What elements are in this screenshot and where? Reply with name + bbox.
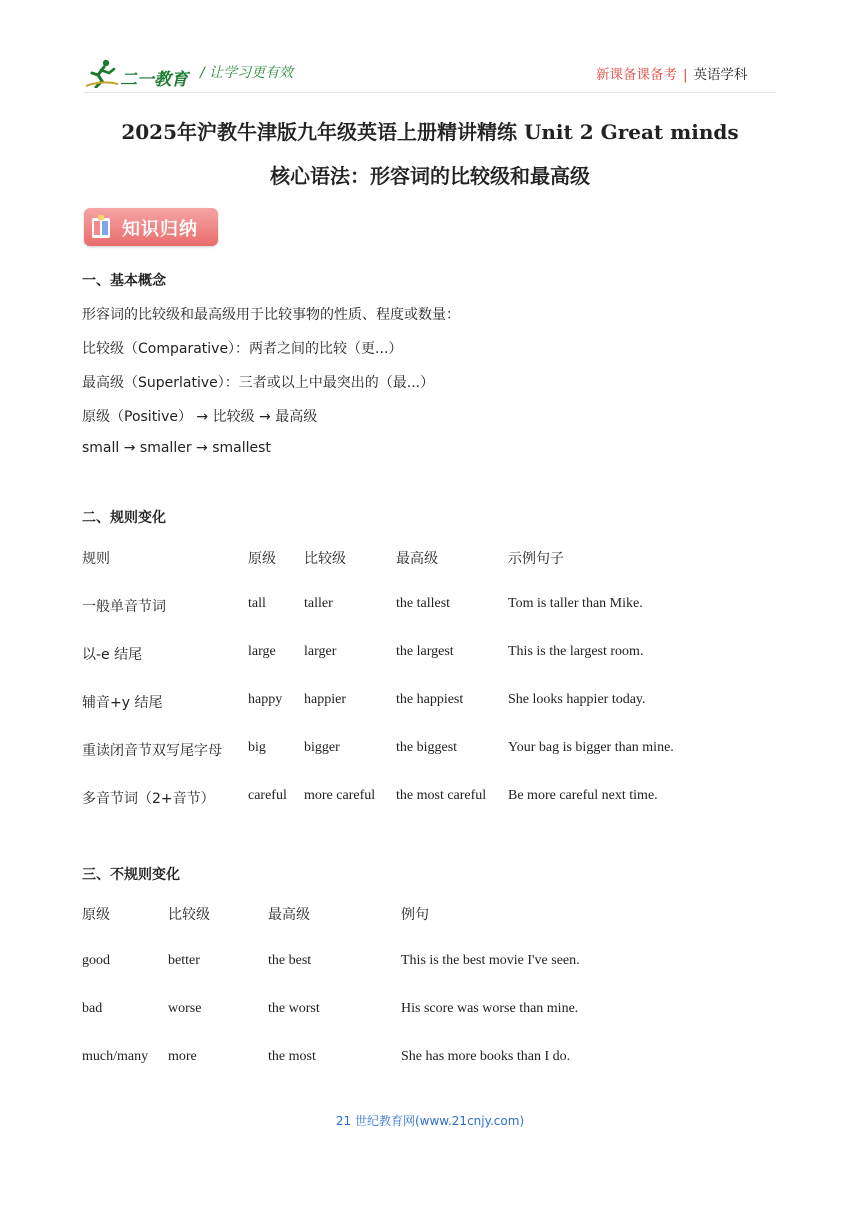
page-header [0,0,860,100]
table-cell: happier [304,692,346,707]
book-icon [90,214,112,240]
table-cell: big [248,740,266,755]
table-cell: the largest [396,644,454,659]
table-cell: His score was worse than mine. [401,1001,579,1016]
table-cell: She looks happier today. [508,692,646,707]
concept-line: 比较级（Comparative）：两者之间的比较（更...） [82,341,403,357]
table-cell: 重读闭音节双写尾字母 [82,743,222,759]
table-cell: 一般单音节词 [82,599,166,615]
page-subtitle: 核心语法：形容词的比较级和最高级 [270,164,590,188]
table-cell: 多音节词（2+音节） [82,791,215,807]
table-cell: much/many [82,1049,149,1064]
table-cell: She has more books than I do. [401,1049,571,1064]
table-cell: better [168,953,200,968]
table-header-cell: 比较级 [168,907,210,923]
header-divider [84,92,776,93]
table-cell: bigger [304,740,340,755]
badge-label: 知识归纳 [122,219,198,240]
table-cell: large [248,644,276,659]
table-cell: the most [268,1049,316,1064]
table-header-cell: 例句 [401,907,429,923]
table-cell: the tallest [396,596,451,611]
table-cell: This is the best movie I've seen. [401,953,580,968]
table-header-cell: 原级 [82,907,110,923]
table-header-cell: 示例句子 [508,551,564,567]
header-separator: | [683,67,688,83]
table-cell: bad [82,1001,103,1016]
table-header-cell: 最高级 [268,907,310,923]
table-header-cell: 最高级 [396,551,438,567]
table-header-cell: 规则 [82,551,110,567]
knowledge-summary-badge [84,208,218,246]
concept-line: 原级（Positive） → 比较级 → 最高级 [82,409,318,425]
table-cell: the most careful [396,788,487,803]
concept-example: small → smaller → smallest [82,440,271,456]
table-cell: Your bag is bigger than mine. [508,740,674,755]
concept-line: 最高级（Superlative）：三者或以上中最突出的（最...） [82,375,435,391]
footer-link[interactable]: 21 世纪教育网(www.21cnjy.com) [335,1114,525,1128]
section-heading-regular: 二、规则变化 [82,510,166,526]
table-cell: This is the largest room. [508,644,644,659]
header-subject-label: 英语学科 [693,67,748,83]
table-cell: tall [248,596,266,611]
table-cell: the happiest [396,692,464,707]
page-title: 2025年沪教牛津版九年级英语上册精讲精练 Unit 2 Great minds [121,120,739,144]
table-cell: the biggest [396,740,458,755]
runner-logo-icon [84,58,120,88]
section-heading-concepts: 一、基本概念 [82,273,166,289]
table-cell: taller [304,596,333,611]
table-cell: 以-e 结尾 [82,647,143,663]
logo [84,58,194,90]
slogan: / 让学习更有效 [200,65,294,81]
table-cell: more [168,1049,197,1064]
table-header-cell: 原级 [248,551,276,567]
table-header-cell: 比较级 [304,551,346,567]
table-cell: Tom is taller than Mike. [508,596,643,611]
table-cell: larger [304,644,337,659]
concept-line: 形容词的比较级和最高级用于比较事物的性质、程度或数量： [82,307,460,323]
logo-text: 二一教育 [120,70,188,89]
table-cell: worse [168,1001,202,1016]
table-cell: the worst [268,1001,320,1016]
section-heading-irregular: 三、不规则变化 [82,867,180,883]
table-cell: 辅音+y 结尾 [82,695,163,711]
table-cell: more careful [304,788,376,803]
table-cell: happy [248,692,283,707]
table-cell: good [82,953,110,968]
table-cell: the best [268,953,312,968]
header-tagline: 新课备课备考 [596,67,677,83]
table-cell: careful [248,788,287,803]
header-subject [596,63,748,83]
table-cell: Be more careful next time. [508,788,658,803]
